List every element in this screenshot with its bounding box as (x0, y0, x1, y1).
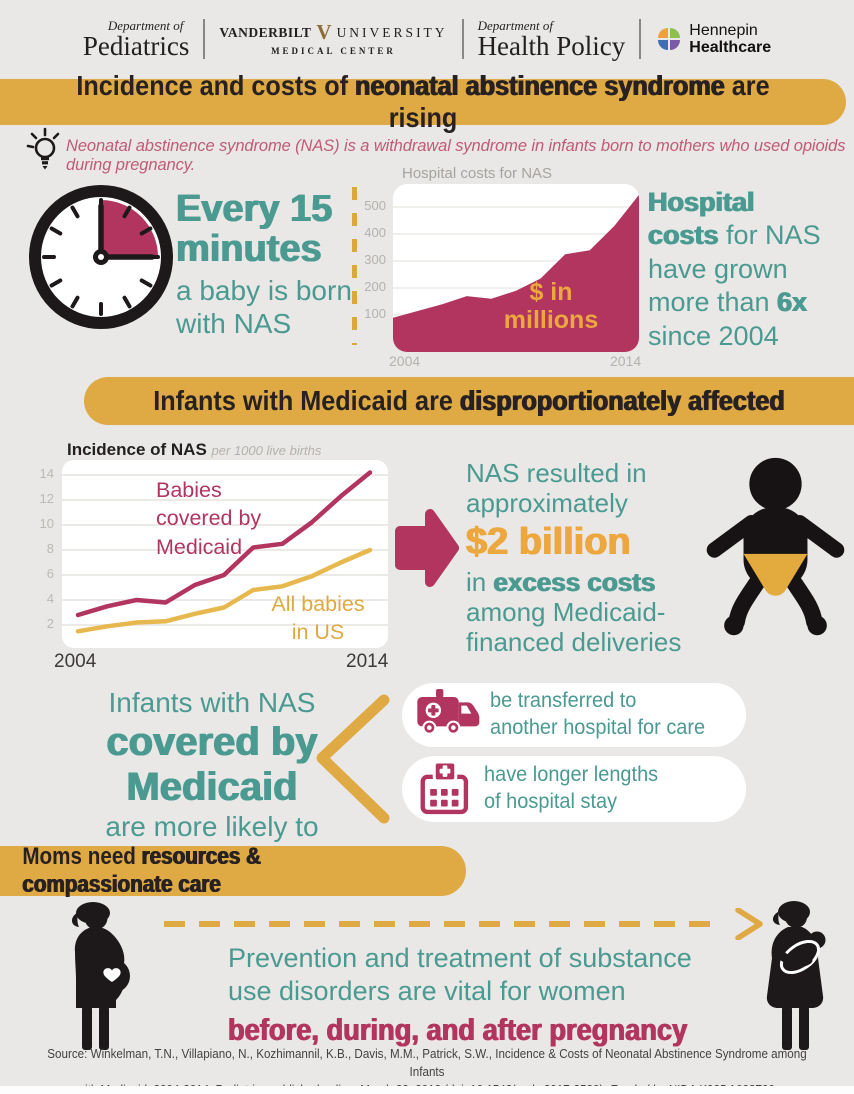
banner3-text: Moms need resources & compassionate care (22, 843, 261, 898)
header-logos (0, 8, 854, 70)
logo-divider (462, 19, 464, 59)
logo-divider (203, 19, 205, 59)
logo-dept-pediatrics (83, 19, 189, 60)
hennepin-pinwheel-icon (655, 25, 683, 53)
source-line-1: Source: Winkelman, T.N., Villapiano, N., Kozhimannil, K.B., Davis, M.M., Patrick, S.W., Incidence & Costs of Neonatal Abstinence Syndrome among Infants (47, 1047, 807, 1079)
incidence-ytick: 2 (46, 616, 54, 631)
logo-hennepin (655, 22, 771, 57)
bottom-margin (0, 1086, 854, 1094)
hospital-building-icon (416, 759, 474, 819)
baby-icon (698, 452, 853, 644)
hospital-costs-takeaway: Hospital costs for NAS have grown more than 6x since 2004 (648, 187, 821, 351)
hospital-costs-ytick: 500 (364, 198, 386, 213)
logo-vanderbilt (219, 22, 447, 56)
banner-moms-need-care (0, 843, 466, 898)
pill-transferred (402, 683, 746, 747)
hospital-costs-ytick: 400 (364, 225, 386, 240)
healthcare-word: Healthcare (689, 39, 772, 56)
pill-longer-stay-text: have longer lengths of hospital stay (484, 763, 659, 813)
banner-incidence-costs-rising (0, 70, 846, 133)
university-word: UNIVERSITY (336, 24, 448, 40)
every-15-minutes-stat: Every 15 minutes a baby is born with NAS (176, 188, 352, 339)
dept-pediatrics-name: Pediatrics (82, 30, 190, 61)
lightbulb-icon (26, 126, 64, 172)
dept-health-policy-overline: Department of (477, 17, 554, 33)
medical-center-word: MEDICAL CENTER (271, 46, 396, 56)
all-babies-series-label: All babies in US (271, 592, 365, 645)
incidence-ytick: 14 (39, 466, 54, 481)
incidence-ytick: 4 (46, 591, 54, 606)
incidence-chart-subtitle: per 1000 live births (211, 443, 322, 458)
before-during-after-text: before, during, and after pregnancy (228, 1011, 688, 1047)
incidence-xtick-2014: 2014 (346, 651, 389, 672)
vanderbilt-v-icon: V (316, 20, 332, 44)
incidence-ytick: 6 (46, 566, 54, 581)
incidence-xtick-2004: 2004 (54, 651, 97, 672)
medicaid-series-label: Babies covered by Medicaid (156, 478, 262, 559)
woman-holding-baby-icon (742, 900, 846, 1052)
incidence-ytick: 10 (39, 516, 54, 531)
dept-health-policy-name: Health Policy (477, 30, 626, 61)
incidence-yaxis (28, 460, 54, 648)
hospital-costs-yaxis (352, 184, 386, 352)
banner2-text: Infants with Medicaid are disproportionately affected (153, 385, 785, 416)
dollars-in-millions-label: $ in millions (503, 278, 599, 334)
pregnant-woman-icon (46, 900, 156, 1052)
incidence-chart-panel (62, 460, 388, 648)
clock-icon (26, 182, 176, 332)
banner1-text: Incidence and costs of neonatal abstinence syndrome are rising (76, 70, 770, 133)
prevention-treatment-message: Prevention and treatment of substance use disorders are vital for women before, during, and after pregnancy (228, 942, 750, 1049)
incidence-ytick: 8 (46, 541, 54, 556)
hospital-costs-chart-panel (393, 184, 639, 352)
hospital-costs-ytick: 300 (364, 252, 386, 267)
incidence-chart-title: Incidence of NAS per 1000 live births (67, 440, 322, 459)
incidence-ytick: 12 (39, 491, 54, 506)
dept-pediatrics-overline: Department of (107, 17, 184, 33)
hennepin-word: Hennepin (689, 21, 758, 39)
logo-dept-health-policy (478, 19, 626, 60)
banner-medicaid-affected (84, 377, 854, 425)
hospital-costs-chart-title: Hospital costs for NAS (402, 165, 553, 182)
nas-definition: Neonatal abstinence syndrome (NAS) is a withdrawal syndrome in infants born to mothers who used opioids during pregnancy. (66, 137, 846, 174)
two-billion-amount: $2 billion (466, 521, 631, 564)
infants-medicaid-more-likely: Infants with NAS covered by Medicaid are more likely to (105, 687, 319, 842)
dashed-arrow (162, 908, 768, 940)
pill-transferred-text: be transferred to another hospital for care (490, 689, 706, 739)
ambulance-icon (416, 678, 480, 752)
pill-longer-stay (402, 756, 746, 822)
vanderbilt-word: VANDERBILT (219, 24, 312, 40)
gold-chevron-icon (314, 694, 392, 824)
hospital-costs-xtick-2014: 2014 (610, 353, 642, 369)
logo-divider (639, 19, 641, 59)
hospital-costs-xtick-2004: 2004 (389, 353, 421, 369)
right-block-arrow-icon (392, 504, 464, 592)
two-billion-takeaway: NAS resulted in approximately $2 billion in excess costs among Medicaid- financed deliveries (466, 458, 728, 658)
hospital-costs-ytick: 200 (364, 279, 386, 294)
hospital-costs-ytick: 100 (364, 306, 386, 321)
